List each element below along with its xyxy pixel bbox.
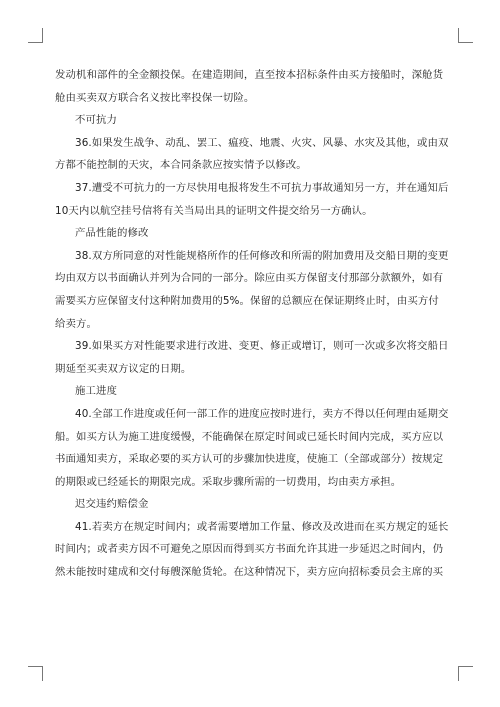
clause-38: 38.双方所同意的对性能规格所作的任何修改和所需的附加费用及交船日期的变更均由双方以书面确认并列为合同的一部分。除应由买方保留支付那部分款额外，如有需要买方应保留支付这种附加费用的5%。保留的总额应在保证期终止时，由买方付给卖方。	[55, 249, 449, 330]
clause-41: 41.若卖方在规定时间内；或者需要增加工作量、修改及改进而在买方规定的延长时间内；或者卖方因不可避免之原因而得到买方书面允许其进一步延迟之时间内，仍然未能按时建成和交付每艘深舱货轮。在这种情况下，卖方应向招标委员会主席的买	[55, 520, 449, 579]
crop-mark-bottom-left	[28, 666, 43, 681]
document-body	[55, 64, 449, 584]
clause-39: 39.如果买方对性能要求进行改进、变更、修正或增订，则可一次或多次将交船日期延至买卖双方议定的日期。	[55, 340, 449, 375]
section-heading-construction-schedule: 施工进度	[75, 385, 117, 398]
crop-mark-bottom-right	[458, 666, 473, 681]
section-heading-force-majeure: 不可抗力	[75, 114, 117, 127]
clause-36: 36.如果发生战争、动乱、罢工、瘟疫、地震、火灾、风暴、水灾及其他，或由双方都不能控制的天灾，本合同条款应按实情予以修改。	[55, 136, 449, 172]
clause-37: 37.遭受不可抗力的一方尽快用电报将发生不可抗力事故通知另一方，并在通知后10天内以航空挂号信将有关当局出具的证明文件提交给另一方确认。	[55, 181, 449, 217]
section-heading-performance-modification: 产品性能的修改	[75, 227, 149, 240]
crop-mark-top-left	[28, 28, 43, 43]
paragraph-insurance-continued: 发动机和部件的全金额投保。在建造期间，直至按本招标条件由买方接船时，深舱货舱由买卖双方联合名义按比率投保一切险。	[55, 69, 444, 104]
section-heading-late-delivery-damages: 迟交违约赔偿金	[75, 498, 149, 511]
clause-40: 40.全部工作进度或任何一部工作的进度应按时进行，卖方不得以任何理由延期交船。如买方认为施工进度缓慢，不能确保在原定时间或已延长时间内完成，买方应以书面通知卖方，采取必要的买方认可的步骤加快进度，使施工（全部或部分）按规定的期限或已经延长的期限完成。采取步骤所需的一切费用，均由卖方承担。	[55, 407, 449, 488]
crop-mark-top-right	[458, 28, 473, 43]
